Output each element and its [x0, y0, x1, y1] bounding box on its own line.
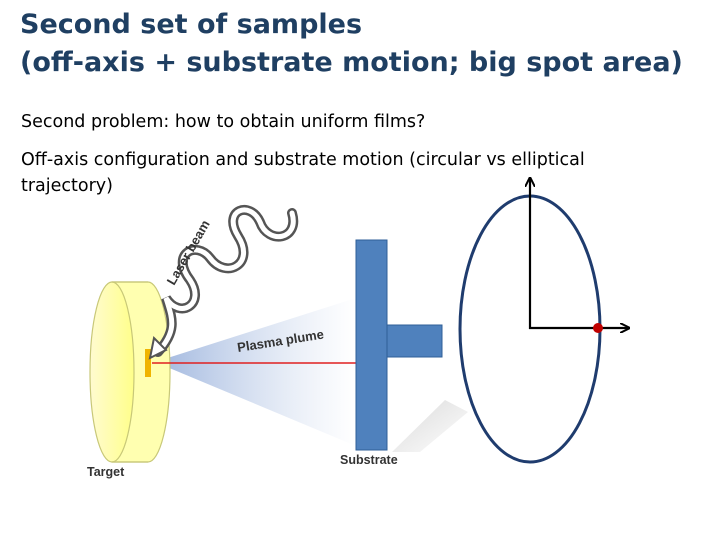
body-paragraph-2: Off-axis configuration and substrate motion (circular vs elliptical trajectory)	[21, 150, 585, 196]
laser-beam-label: Laser beam	[163, 217, 213, 288]
slide-title-line-1: Second set of samples	[20, 9, 363, 40]
target	[90, 282, 170, 462]
slide-title-line-2: (off-axis + substrate motion; big spot area)	[20, 47, 683, 78]
substrate-shadow	[392, 400, 468, 452]
position-dot	[593, 323, 603, 333]
substrate-label: Substrate	[340, 453, 398, 467]
target-label: Target	[87, 465, 125, 479]
plasma-plume	[155, 298, 356, 446]
body-paragraph-1: Second problem: how to obtain uniform films?	[21, 112, 426, 132]
plasma-plume-label: Plasma plume	[236, 326, 325, 355]
